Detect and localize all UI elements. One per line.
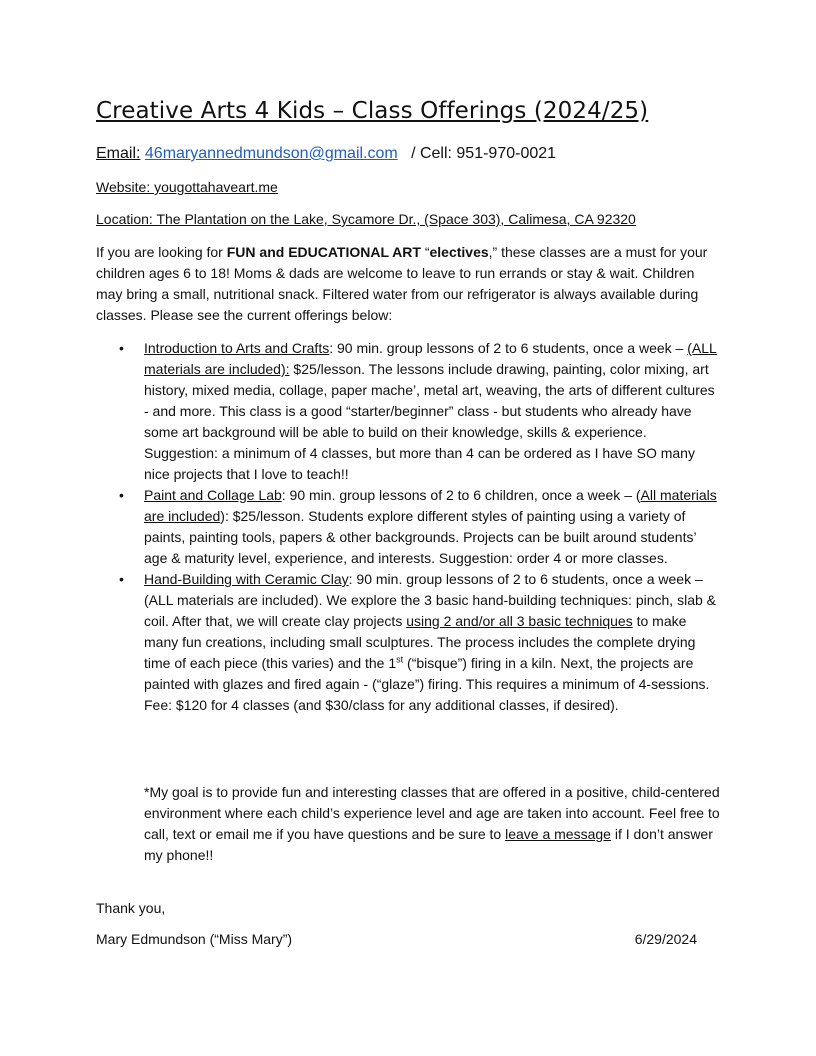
intro-paragraph: If you are looking for FUN and EDUCATIONAL ART “electives,” these classes are a must for your children ages 6 to 18! Moms & dads are welcome to leave to run errands or stay & wait. Children may bring a small, nutritional snack. Filtered water from our refrigerator is always available during classes. Please see the current offerings below: xyxy=(96,244,708,323)
document-date: 6/29/2024 xyxy=(634,931,697,947)
class-offerings-list xyxy=(96,338,720,716)
goal-paragraph: *My goal is to provide fun and interesting classes that are offered in a positive, child-centered environment where each child’s experience level and age are taken into account. Feel free to call, text or email me if you have questions and be sure to leave a message if I don’t answer my phone!! xyxy=(144,784,720,863)
closing-text: Thank you, xyxy=(96,900,166,916)
bullet-icon: • xyxy=(119,571,124,587)
email-link[interactable]: 46maryannedmundson@gmail.com xyxy=(144,145,398,162)
page-title: Creative Arts 4 Kids – Class Offerings (2024/25) xyxy=(96,98,649,124)
list-item: • Hand-Building with Ceramic Clay: 90 min. group lessons of 2 to 6 students, once a week – (ALL materials are included). We explore the 3 basic hand-building techniques: pinch, slab & coil. After that, we will create clay projects using 2 and/or all 3 basic techniques to make many fun creations, including small sculptures. The process includes the complete drying time of each piece (this varies) and the 1st (“bisque”) firing in a kiln. Next, the projects are painted with glazes and fired again - (“glaze”) firing. This requires a minimum of 4-sessions. Fee: $120 for 4 classes (and $30/class for any additional classes, if desired). xyxy=(119,571,716,713)
website-line: Website: yougottahaveart.me xyxy=(96,179,278,195)
class-name: Introduction to Arts and Crafts xyxy=(144,340,330,356)
bullet-icon: • xyxy=(119,487,124,503)
class-name: Hand-Building with Ceramic Clay xyxy=(144,571,349,587)
location-line: Location: The Plantation on the Lake, Sycamore Dr., (Space 303), Calimesa, CA 92320 xyxy=(96,211,636,227)
list-item: • Introduction to Arts and Crafts: 90 min. group lessons of 2 to 6 students, once a week – (ALL materials are included): $25/lesson. The lessons include drawing, painting, color mixing, art history, mixed media, collage, paper mache’, metal art, weaving, the arts of different cultures - and more. This class is a good “starter/beginner” class - but students who already have some art background will be able to build on their knowledge, skills & experience. Suggestion: a minimum of 4 classes, but more than 4 can be ordered as I have SO many nice projects that I love to teach!! xyxy=(119,340,717,482)
cell-phone: / Cell: 951-970-0021 xyxy=(411,145,557,162)
email-label: Email: xyxy=(96,145,141,162)
bullet-icon: • xyxy=(119,340,124,356)
class-name: Paint and Collage Lab xyxy=(144,487,282,503)
contact-line xyxy=(96,145,556,163)
signature-name: Mary Edmundson (“Miss Mary”) xyxy=(96,931,293,947)
list-item: • Paint and Collage Lab: 90 min. group lessons of 2 to 6 children, once a week – (All materials are included): $25/lesson. Students explore different styles of painting using a variety of paints, painting tools, papers & other backgrounds. Projects can be built around students’ age & maturity level, experience, and interests. Suggestion: order 4 or more classes. xyxy=(119,487,717,566)
